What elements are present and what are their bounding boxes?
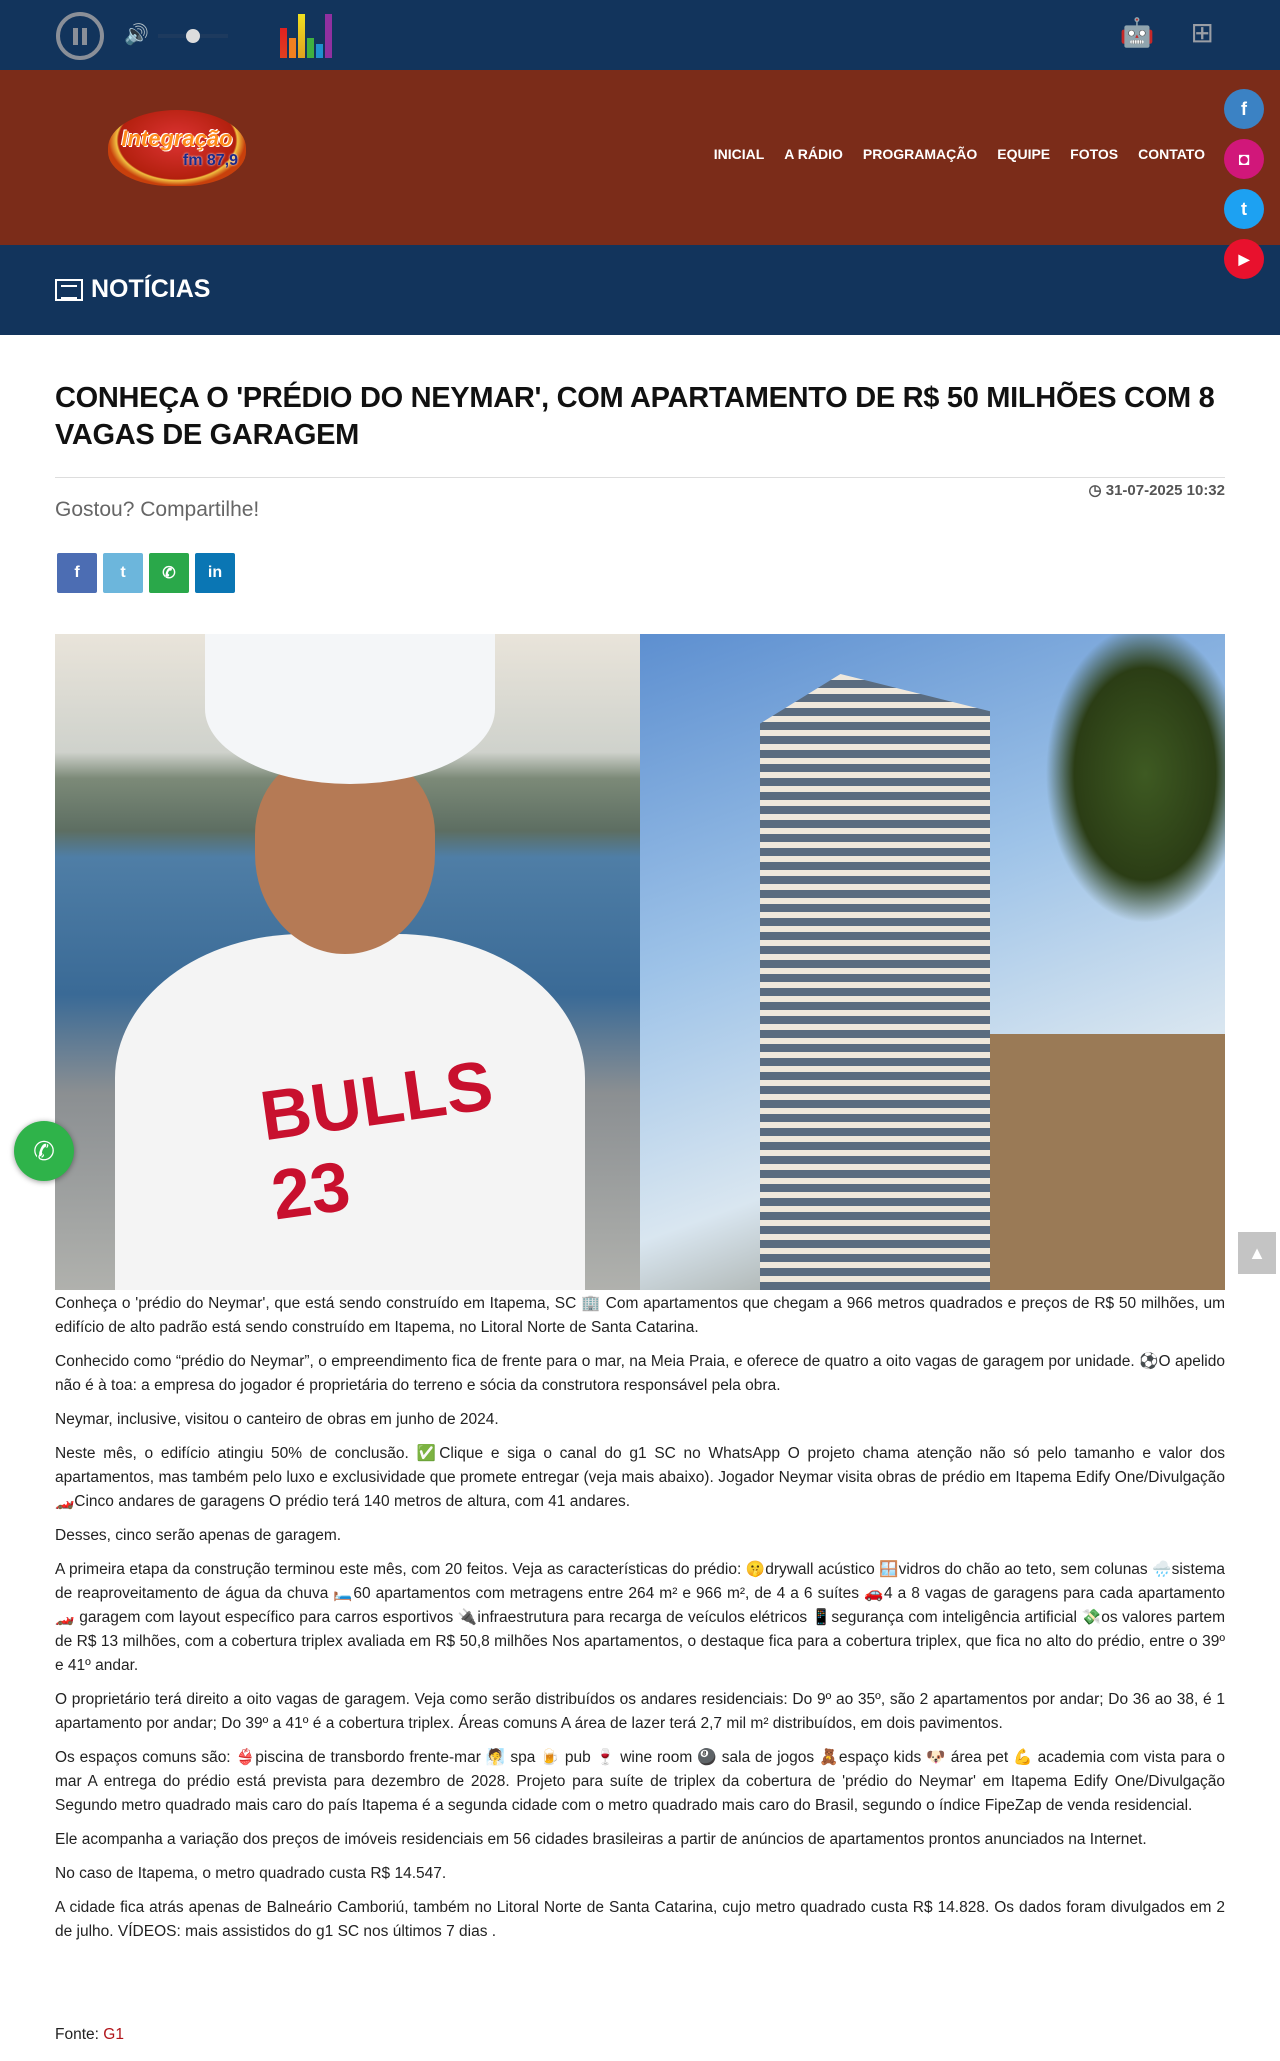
newspaper-icon xyxy=(55,279,83,301)
paragraph: No caso de Itapema, o metro quadrado custa R$ 14.547. xyxy=(55,1865,447,1882)
face xyxy=(255,754,435,954)
player-bar xyxy=(0,0,1280,70)
paragraph: Conheça o 'prédio do Neymar', que está sendo construído em Itapema, SC 🏢 Com apartamentos que chegam a 966 metros quadrados e preços de R$ 50 milhões, um edifício de alto padrão está sendo construído em Itapema, no Litoral Norte de Santa Catarina. xyxy=(55,1295,1225,1336)
share-whatsapp-button[interactable]: ✆ xyxy=(149,553,189,593)
nav-fotos[interactable]: FOTOS xyxy=(1070,146,1119,162)
paragraph: Os espaços comuns são: 👙piscina de transbordo frente-mar 🧖 spa 🍺 pub 🍷 wine room 🎱 sala de jogos 🧸espaço kids 🐶 área pet 💪 academia com vista para o mar A entrega do prédio está prevista para dezembro de 2028. Projeto para suíte de triplex da cobertura de 'prédio do Neymar' em Itapema Edify One/Divulgação Segundo metro quadrado mais caro do país Itapema é a segunda cidade com o metro quadrado mais caro do Brasil, segundo o índice FipeZap de venda residencial. xyxy=(55,1749,1225,1814)
palm-tree xyxy=(1045,634,1225,924)
pause-icon[interactable] xyxy=(56,12,104,60)
paragraph: Conhecido como “prédio do Neymar”, o empreendimento fica de frente para o mar, na Meia Praia, e oferece de quatro a oito vagas de garagem por unidade. ⚽O apelido não é à toa: a empresa do jogador é proprietária do terreno e sócia da construtora responsável pela obra. xyxy=(55,1353,1225,1394)
paragraph: A cidade fica atrás apenas de Balneário Camboriú, também no Litoral Norte de Santa Catarina, cujo metro quadrado custa R$ 14.828. Os dados foram divulgados em 2 de julho. VÍDEOS: mais assistidos do g1 SC nos últimos 7 dias . xyxy=(55,1899,1225,1940)
share-linkedin-button[interactable]: in xyxy=(195,553,235,593)
section-title: NOTÍCIAS xyxy=(91,275,211,303)
article-image-building xyxy=(640,634,1225,1290)
youtube-icon[interactable]: ▶ xyxy=(1224,239,1264,279)
article-title: CONHEÇA O 'PRÉDIO DO NEYMAR', COM APARTAMENTO DE R$ 50 MILHÕES COM 8 VAGAS DE GARAGEM xyxy=(55,382,1215,451)
volume-slider-handle[interactable] xyxy=(186,29,200,43)
nav-a-radio[interactable]: A RÁDIO xyxy=(784,146,843,162)
paragraph: A primeira etapa da construção terminou este mês, com 20 feitos. Veja as características do prédio: 🤫drywall acústico 🪟vidros do chão ao teto, sem colunas 🌧️sistema de reaproveitamento de água da chuva 🛏️60 apartamentos com metragens entre 264 m² e 966 m², de 4 a 6 suítes 🚗4 a 8 vagas de garagens para cada apartamento 🏎️ garagem com layout específico para carros esportivos 🔌infraestrutura para recarga de veículos elétricos 📱segurança com inteligência artificial 💸os valores partem de R$ 13 milhões, com a cobertura triplex avaliada em R$ 50,8 milhões Nos apartamentos, o destaque fica para a cobertura triplex, que fica no alto do prédio, entre o 39º e 41º andar. xyxy=(55,1561,1225,1674)
site-logo[interactable]: Integração fm 87,9 xyxy=(108,110,246,186)
nav-inicial[interactable]: INICIAL xyxy=(713,146,765,162)
divider xyxy=(55,477,1225,478)
paragraph: Desses, cinco serão apenas de garagem. xyxy=(55,1527,342,1544)
nav-contato[interactable]: CONTATO xyxy=(1138,146,1205,162)
back-to-top-button[interactable]: ▲ xyxy=(1238,1232,1276,1274)
instagram-icon[interactable]: ◘ xyxy=(1224,139,1264,179)
whatsapp-float-button[interactable]: ✆ xyxy=(14,1121,74,1181)
clock-icon: ◷ xyxy=(1088,482,1106,499)
windows-icon[interactable]: ⊞ xyxy=(1190,17,1214,48)
share-buttons xyxy=(57,553,235,593)
jersey: BULLS 23 xyxy=(115,934,585,1290)
building-tower xyxy=(760,674,990,1290)
section-banner xyxy=(0,245,1280,335)
paragraph: Ele acompanha a variação dos preços de imóveis residenciais em 56 cidades brasileiras a partir de anúncios de apartamentos prontos anunciados na Internet. xyxy=(55,1831,1147,1848)
twitter-icon[interactable]: t xyxy=(1224,189,1264,229)
share-facebook-button[interactable]: f xyxy=(57,553,97,593)
article-date: ◷ 31-07-2025 10:32 xyxy=(1088,482,1225,499)
paragraph: Neste mês, o edifício atingiu 50% de conclusão. ✅Clique e siga o canal do g1 SC no WhatsApp O projeto chama atenção não só pelo tamanho e valor dos apartamentos, mas também pelo luxo e exclusividade que promete entregar (veja mais abaixo). Jogador Neymar visita obras de prédio em Itapema Edify One/Divulgação 🏎️Cinco andares de garagens O prédio terá 140 metros de altura, com 41 andares. xyxy=(55,1445,1225,1510)
paragraph: O proprietário terá direito a oito vagas de garagem. Veja como serão distribuídos os andares residenciais: Do 9º ao 35º, são 2 apartamentos por andar; Do 36 ao 38, é 1 apartamento por andar; Do 39º a 41º é a cobertura triplex. Áreas comuns A área de lazer terá 2,7 mil m² distribuídos, em dois pavimentos. xyxy=(55,1691,1225,1732)
equalizer-icon xyxy=(280,14,332,58)
article-source: Fonte: G1 xyxy=(55,2026,124,2043)
article-image-neymar xyxy=(55,634,640,1290)
article-body xyxy=(55,1292,1225,1954)
share-twitter-button[interactable]: t xyxy=(103,553,143,593)
nav-equipe[interactable]: EQUIPE xyxy=(997,146,1051,162)
paragraph: Neymar, inclusive, visitou o canteiro de obras em junho de 2024. xyxy=(55,1411,499,1428)
share-label: Gostou? Compartilhe! xyxy=(55,498,260,521)
main-nav xyxy=(714,146,1205,162)
volume-icon[interactable]: 🔊 xyxy=(124,24,149,46)
source-link[interactable]: G1 xyxy=(103,2026,124,2043)
nav-programacao[interactable]: PROGRAMAÇÃO xyxy=(862,146,978,162)
android-icon[interactable]: 🤖 xyxy=(1119,17,1155,48)
hard-hat xyxy=(205,634,495,784)
facebook-icon[interactable]: f xyxy=(1224,89,1264,129)
